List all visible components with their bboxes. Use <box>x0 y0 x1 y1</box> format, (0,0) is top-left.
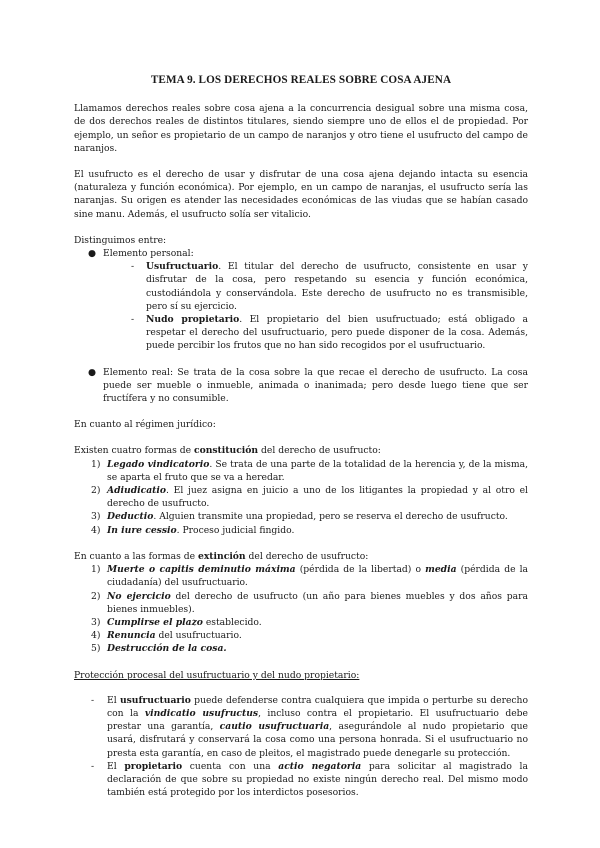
item-text: . Alguien transmite una propiedad, pero se reserva el derecho de usufructo. <box>153 511 508 523</box>
proteccion-item-part: propietario <box>124 760 183 772</box>
item-number: 1) <box>91 564 101 576</box>
item-text: . Proceso judicial fingido. <box>176 524 295 536</box>
dash-mark: - <box>91 694 95 706</box>
bullet-elemento-real <box>74 366 528 406</box>
regimen-juridico-line: En cuanto al régimen jurídico: <box>74 419 216 431</box>
extincion-item-part: Cumplirse el plazo <box>107 616 203 628</box>
dash-item-usufructuario <box>74 260 528 313</box>
extincion-item-part: del usufructuario. <box>155 630 242 642</box>
document-page <box>74 74 528 799</box>
extincion-item-part: Muerte o capitis deminutio máxima <box>107 564 296 576</box>
proteccion-item-part: El <box>107 760 125 772</box>
dash-mark: - <box>131 261 135 273</box>
proteccion-item-part: vindicatio usufructus <box>144 707 259 719</box>
proteccion-item-part: puede defenderse contra cualquiera que impida o perturbe su derecho con la <box>107 694 528 719</box>
dash-mark: - <box>131 314 135 326</box>
constitucion-item <box>74 458 528 484</box>
item-term: Adiudicatio <box>107 485 167 497</box>
item-text: . El juez asigna en juicio a uno de los litigantes la propiedad y al otro el derecho de usufructo. <box>107 485 528 510</box>
extincion-item-part: del derecho de usufructo (un año para bienes muebles y dos años para bienes inmuebles). <box>107 590 528 615</box>
constitucion-item <box>74 484 528 510</box>
item-term: Deductio <box>107 511 154 523</box>
proteccion-item <box>74 694 528 760</box>
item-number: 1) <box>91 458 101 470</box>
item-number: 2) <box>91 485 101 497</box>
item-term: In iure cessio <box>107 524 177 536</box>
extincion-item <box>74 629 528 642</box>
proteccion-item-part: usufructuario <box>119 694 191 706</box>
extincion-intro-b: del derecho de usufructo: <box>245 550 369 562</box>
extincion-item-part: Destrucción de la cosa. <box>107 643 227 655</box>
extincion-item-part: media <box>425 564 457 576</box>
proteccion-heading: Protección procesal del usufructuario y del nudo propietario: <box>74 669 360 681</box>
extincion-item <box>74 563 528 589</box>
constitucion-term: constitución <box>193 445 259 457</box>
extincion-item <box>74 642 528 655</box>
proteccion-item-part: , incluso contra el propietario. El usufructuario debe prestar una garantía, <box>107 707 528 733</box>
nudo-propietario-text: . El propietario del bien usufructuado; está obligado a respetar el derecho del usufructuario, pero puede disponer de la cosa. Además, puede percibir los frutos que no han sido recogidos por el usufructuario. <box>146 314 529 352</box>
item-term: Legado vindicatorio <box>107 458 210 470</box>
constitucion-intro-a: Existen cuatro formas de <box>74 445 194 457</box>
nudo-propietario-term: Nudo propietario <box>146 314 240 326</box>
extincion-item-part: (pérdida de la ciudadanía) del usufructuario. <box>107 564 529 589</box>
bullet-elemento-personal <box>74 247 528 260</box>
dash-mark: - <box>91 760 95 772</box>
usufructo-definition: El usufructo es el derecho de usar y disfrutar de una cosa ajena dejando intacta su esencia (naturaleza y función económica). Por ejemplo, en un campo de naranjas, el usufructo sería las naranjas. Su origen es atender las necesidades económicas de las viudas que se habían casado sine manu. Además, el usufructo solía ser vitalicio. <box>74 169 528 220</box>
elemento-personal-label: Elemento personal: <box>103 248 194 260</box>
item-number: 2) <box>91 590 101 602</box>
extincion-list <box>74 563 528 655</box>
distinguimos-line: Distinguimos entre: <box>74 234 167 246</box>
extincion-item-part: No ejercicio <box>107 590 171 602</box>
item-number: 4) <box>91 524 101 536</box>
constitucion-item <box>74 510 528 523</box>
extincion-intro-a: En cuanto a las formas de <box>74 550 198 562</box>
extincion-item <box>74 590 528 616</box>
proteccion-item-part: para solicitar al magistrado la declaración de que sobre su propiedad no existe ningún derecho real. Del mismo modo también está protegido por los interdictos posesorios. <box>107 760 528 799</box>
item-number: 3) <box>91 616 101 628</box>
proteccion-item-part: cautio usufructuaria <box>219 721 330 733</box>
item-number: 3) <box>91 511 101 523</box>
item-text: . Se trata de una parte de la totalidad de la herencia y, de la misma, se aparta el fruto que se va a heredar. <box>107 458 528 483</box>
dash-item-nudo-propietario <box>74 313 528 353</box>
elemento-real-text: Elemento real: Se trata de la cosa sobre la que recae el derecho de usufructo. La cosa puede ser mueble o inmueble, animada o inanimada; pero desde luego tiene que ser fructífera y no consumible. <box>103 366 528 405</box>
proteccion-item-part: , asegurándole al nudo propietario que usará, disfrutará y conservará la cosa como una persona honrada. Si el usufructuario no presta esta garantía, en caso de pleitos, el magistrado puede denegarle su protección. <box>107 721 528 759</box>
proteccion-item-part: El <box>107 694 120 706</box>
extincion-item <box>74 616 528 629</box>
extincion-item-part: establecido. <box>202 616 262 628</box>
proteccion-item-part: cuenta con una <box>182 760 279 772</box>
constitucion-intro-b: del derecho de usufructo: <box>258 445 381 457</box>
item-number: 5) <box>91 643 101 655</box>
proteccion-list <box>74 694 528 800</box>
item-number: 4) <box>91 630 101 642</box>
bullet-mark: ● <box>88 248 97 260</box>
extincion-intro <box>74 550 528 563</box>
extincion-term: extinción <box>197 550 246 562</box>
bullet-mark: ● <box>88 366 97 378</box>
intro-paragraph: Llamamos derechos reales sobre cosa ajena a la concurrencia desigual sobre una misma cosa, de dos derechos reales de distintos titulares, siendo siempre uno de ellos el de propiedad. Por ejemplo, un señor es propietario de un campo de naranjos y otro tiene el usufructo del campo de naranjos. <box>74 103 528 154</box>
extincion-item-part: (pérdida de la libertad) o <box>295 564 426 576</box>
proteccion-item <box>74 760 528 800</box>
usufructuario-text: . El titular del derecho de usufructo, consistente en usar y disfrutar de la cosa, pero respetando su esencia y función económica, custodiándola y conservándola. Este derecho de usufructo no es transmisible, pero sí su ejercicio. <box>146 261 528 312</box>
proteccion-item-part: actio negatoria <box>278 760 362 772</box>
constitucion-intro <box>74 444 528 457</box>
page-title: TEMA 9. LOS DERECHOS REALES SOBRE COSA AJENA <box>150 74 452 86</box>
constitucion-item <box>74 524 528 537</box>
extincion-item-part: Renuncia <box>107 630 156 642</box>
usufructuario-term: Usufructuario <box>146 261 219 273</box>
